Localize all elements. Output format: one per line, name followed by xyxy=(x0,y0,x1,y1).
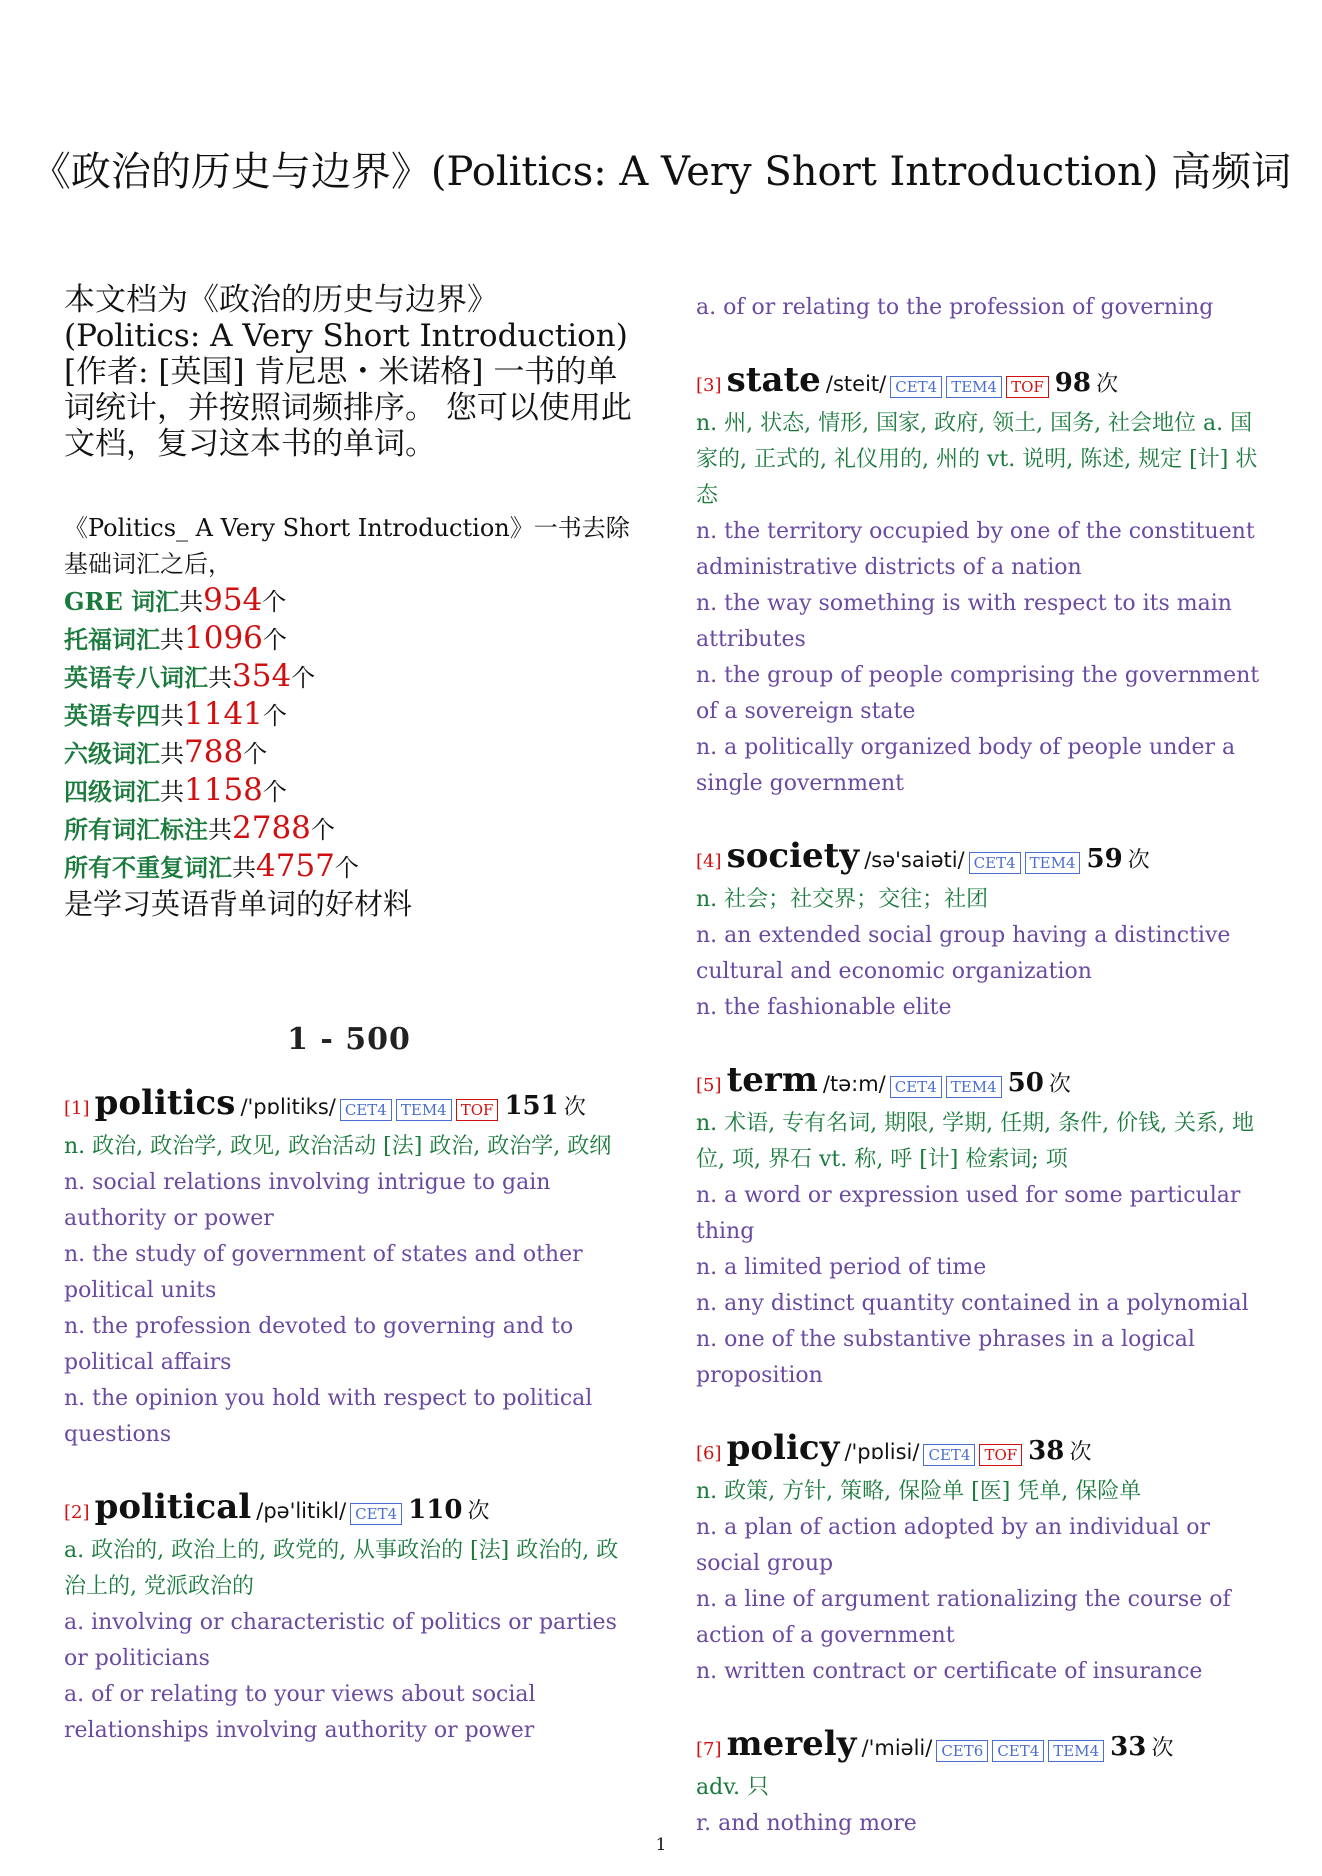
left-column xyxy=(64,282,634,1783)
level-tag: TEM4 xyxy=(946,376,1002,398)
entry-index: [2] xyxy=(64,1502,90,1523)
entry-head xyxy=(696,1428,1266,1474)
level-tag: CET4 xyxy=(350,1503,402,1525)
level-tag: CET4 xyxy=(969,852,1021,874)
word-entry xyxy=(64,1487,634,1749)
entry-phonetic: /steit/ xyxy=(825,372,887,396)
entry-phonetic: /'miəli/ xyxy=(861,1736,933,1760)
entry-count-unit: 次 xyxy=(563,1095,586,1120)
entry-count-unit: 次 xyxy=(467,1499,490,1524)
stat-row xyxy=(64,772,634,810)
entry-count: 110 xyxy=(408,1495,463,1525)
entry-index: [5] xyxy=(696,1075,722,1096)
stat-unit: 个 xyxy=(262,626,287,654)
english-definition: a. involving or characteristic of politics or parties or politicians xyxy=(64,1610,617,1671)
entry-phonetic: /sə'saiəti/ xyxy=(864,848,965,872)
entry-head xyxy=(64,1487,634,1533)
entry-count: 50 xyxy=(1007,1068,1044,1098)
english-definition: r. and nothing more xyxy=(696,1811,917,1836)
level-tag: CET4 xyxy=(923,1444,975,1466)
chinese-definition: n. 政策, 方针, 策略, 保险单 [医] 凭单, 保险单 xyxy=(696,1479,1142,1504)
stat-unit: 个 xyxy=(243,740,268,768)
entry-head xyxy=(696,1724,1266,1770)
stat-row xyxy=(64,810,634,848)
entry-word: political xyxy=(94,1487,252,1527)
stat-number: 354 xyxy=(232,658,292,694)
entry-word: merely xyxy=(726,1724,857,1764)
level-tag: TEM4 xyxy=(1025,852,1081,874)
stat-number: 1158 xyxy=(184,772,263,808)
stat-number: 1141 xyxy=(184,696,263,732)
entry-phonetic: /'pɒlisi/ xyxy=(844,1440,920,1464)
english-definition: n. the group of people comprising the government of a sovereign state xyxy=(696,663,1260,724)
english-definition: n. the fashionable elite xyxy=(696,995,952,1020)
level-tag: TEM4 xyxy=(946,1076,1002,1098)
chinese-definition: n. 社会；社交界；交往；社团 xyxy=(696,887,989,912)
level-tag: TEM4 xyxy=(1048,1740,1104,1762)
right-column xyxy=(696,290,1266,1876)
stat-label: 所有词汇标注 xyxy=(64,815,208,844)
stat-mid: 共 xyxy=(160,740,184,768)
entry-index: [7] xyxy=(696,1739,722,1760)
entry-count: 38 xyxy=(1028,1436,1065,1466)
level-tag: CET4 xyxy=(340,1099,392,1121)
english-definition: n. written contract or certificate of insurance xyxy=(696,1659,1203,1684)
entry-head xyxy=(696,836,1266,882)
stat-number: 4757 xyxy=(256,848,335,884)
level-tag: CET4 xyxy=(890,376,942,398)
level-tag: CET4 xyxy=(890,1076,942,1098)
level-tag: CET4 xyxy=(992,1740,1044,1762)
entry-count-unit: 次 xyxy=(1096,372,1119,397)
stat-mid: 共 xyxy=(232,854,256,882)
word-entry xyxy=(696,836,1266,1026)
word-entry xyxy=(696,1060,1266,1394)
entry-count-unit: 次 xyxy=(1048,1072,1071,1097)
section-title: 1 - 500 xyxy=(287,1022,411,1057)
stat-label: 所有不重复词汇 xyxy=(64,853,232,882)
stat-number: 1096 xyxy=(184,620,263,656)
entry-count: 59 xyxy=(1086,844,1123,874)
english-definition: n. a word or expression used for some particular thing xyxy=(696,1183,1241,1244)
entry-count: 151 xyxy=(504,1091,559,1121)
level-tag: CET6 xyxy=(936,1740,988,1762)
entry-count: 98 xyxy=(1054,368,1091,398)
english-definition: n. the opinion you hold with respect to political questions xyxy=(64,1386,593,1447)
stat-label: 托福词汇 xyxy=(64,625,160,654)
stat-row xyxy=(64,696,634,734)
english-definition: n. the study of government of states and other political units xyxy=(64,1242,583,1303)
stat-label: 英语专八词汇 xyxy=(64,663,208,692)
english-definition: n. any distinct quantity contained in a polynomial xyxy=(696,1291,1249,1316)
stat-row xyxy=(64,620,634,658)
english-definition: n. the way something is with respect to its main attributes xyxy=(696,591,1232,652)
english-definition: n. social relations involving intrigue to gain authority or power xyxy=(64,1170,551,1231)
stat-label: GRE 词汇 xyxy=(64,587,180,616)
entry-count-unit: 次 xyxy=(1069,1440,1092,1465)
english-definition: n. the territory occupied by one of the constituent administrative districts of a nation xyxy=(696,519,1255,580)
stat-row xyxy=(64,582,634,620)
stats-intro: 《Politics_ A Very Short Introduction》一书去除基础词汇之后， xyxy=(64,514,630,578)
level-tag: TOF xyxy=(456,1099,499,1121)
right-entries xyxy=(696,360,1266,1842)
chinese-definition: n. 术语, 专有名词, 期限, 学期, 任期, 条件, 价钱, 关系, 地位, 项, 界石 vt. 称, 呼 [计] 检索词; 项 xyxy=(696,1111,1255,1172)
entry-word: state xyxy=(726,360,821,400)
word-entry xyxy=(696,1428,1266,1690)
stat-label: 六级词汇 xyxy=(64,739,160,768)
entry-word: policy xyxy=(726,1428,840,1468)
page-number: 1 xyxy=(655,1835,667,1855)
entry-word: politics xyxy=(94,1083,236,1123)
stat-number: 788 xyxy=(184,734,244,770)
stat-label: 英语专四 xyxy=(64,701,160,730)
entry-head xyxy=(64,1083,634,1129)
english-definition: n. a line of argument rationalizing the course of action of a government xyxy=(696,1587,1231,1648)
stat-row xyxy=(64,658,634,696)
entry-word: society xyxy=(726,836,860,876)
entry-head xyxy=(696,360,1266,406)
entry-head xyxy=(696,1060,1266,1106)
intro-paragraph: 本文档为《政治的历史与边界》(Politics: A Very Short Introduction)[作者: [英国] 肯尼思・米诺格] 一书的单词统计，并按照词频排序。 您可以使用此文档，复习这本书的单词。 xyxy=(64,282,632,462)
stat-unit: 个 xyxy=(334,854,359,882)
stat-label: 四级词汇 xyxy=(64,777,160,806)
continued-definition: a. of or relating to the profession of governing xyxy=(696,295,1214,320)
chinese-definition: adv. 只 xyxy=(696,1775,770,1800)
stat-unit: 个 xyxy=(310,816,335,844)
english-definition: n. a plan of action adopted by an individual or social group xyxy=(696,1515,1210,1576)
stat-number: 2788 xyxy=(232,810,311,846)
entry-word: term xyxy=(726,1060,818,1100)
entry-count-unit: 次 xyxy=(1151,1736,1174,1761)
english-definition: n. an extended social group having a distinctive cultural and economic organization xyxy=(696,923,1231,984)
chinese-definition: n. 州, 状态, 情形, 国家, 政府, 领土, 国务, 社会地位 a. 国家的, 正式的, 礼仪用的, 州的 vt. 说明, 陈述, 规定 [计] 状态 xyxy=(696,411,1258,508)
page-title: 《政治的历史与边界》(Politics: A Very Short Introduction) 高频词 xyxy=(30,149,1292,195)
level-tag: TOF xyxy=(979,1444,1022,1466)
stat-unit: 个 xyxy=(262,778,287,806)
stat-number: 954 xyxy=(203,582,263,618)
english-definition: n. the profession devoted to governing and to political affairs xyxy=(64,1314,574,1375)
chinese-definition: n. 政治, 政治学, 政见, 政治活动 [法] 政治, 政治学, 政纲 xyxy=(64,1134,612,1159)
word-entry xyxy=(696,360,1266,802)
stat-mid: 共 xyxy=(160,778,184,806)
stat-mid: 共 xyxy=(160,702,184,730)
stat-mid: 共 xyxy=(208,664,232,692)
english-definition: n. one of the substantive phrases in a logical proposition xyxy=(696,1327,1195,1388)
entry-count-unit: 次 xyxy=(1127,848,1150,873)
entry-index: [6] xyxy=(696,1443,722,1464)
left-entries xyxy=(64,1083,634,1749)
entry-index: [1] xyxy=(64,1098,90,1119)
stat-mid: 共 xyxy=(208,816,232,844)
stat-unit: 个 xyxy=(291,664,316,692)
level-tag: TEM4 xyxy=(396,1099,452,1121)
entry-index: [4] xyxy=(696,851,722,872)
stat-row xyxy=(64,848,634,886)
level-tag: TOF xyxy=(1006,376,1049,398)
entry-index: [3] xyxy=(696,375,722,396)
stat-unit: 个 xyxy=(262,702,287,730)
chinese-definition: a. 政治的, 政治上的, 政党的, 从事政治的 [法] 政治的, 政治上的, 党派政治的 xyxy=(64,1538,619,1599)
stat-unit: 个 xyxy=(262,588,287,616)
entry-phonetic: /'pɒlitiks/ xyxy=(240,1095,336,1119)
word-entry xyxy=(64,1083,634,1453)
stat-mid: 共 xyxy=(179,588,204,616)
english-definition: n. a limited period of time xyxy=(696,1255,987,1280)
entry-phonetic: /tə:m/ xyxy=(822,1072,886,1096)
word-entry xyxy=(696,1724,1266,1842)
stats-footer: 是学习英语背单词的好材料 xyxy=(64,887,413,921)
entry-count: 33 xyxy=(1110,1732,1147,1762)
stat-row xyxy=(64,734,634,772)
english-definition: n. a politically organized body of people under a single government xyxy=(696,735,1236,796)
entry-phonetic: /pə'litikl/ xyxy=(256,1499,347,1523)
stat-mid: 共 xyxy=(160,626,184,654)
english-definition: a. of or relating to your views about social relationships involving authority or power xyxy=(64,1682,536,1743)
stats-list xyxy=(64,582,634,886)
